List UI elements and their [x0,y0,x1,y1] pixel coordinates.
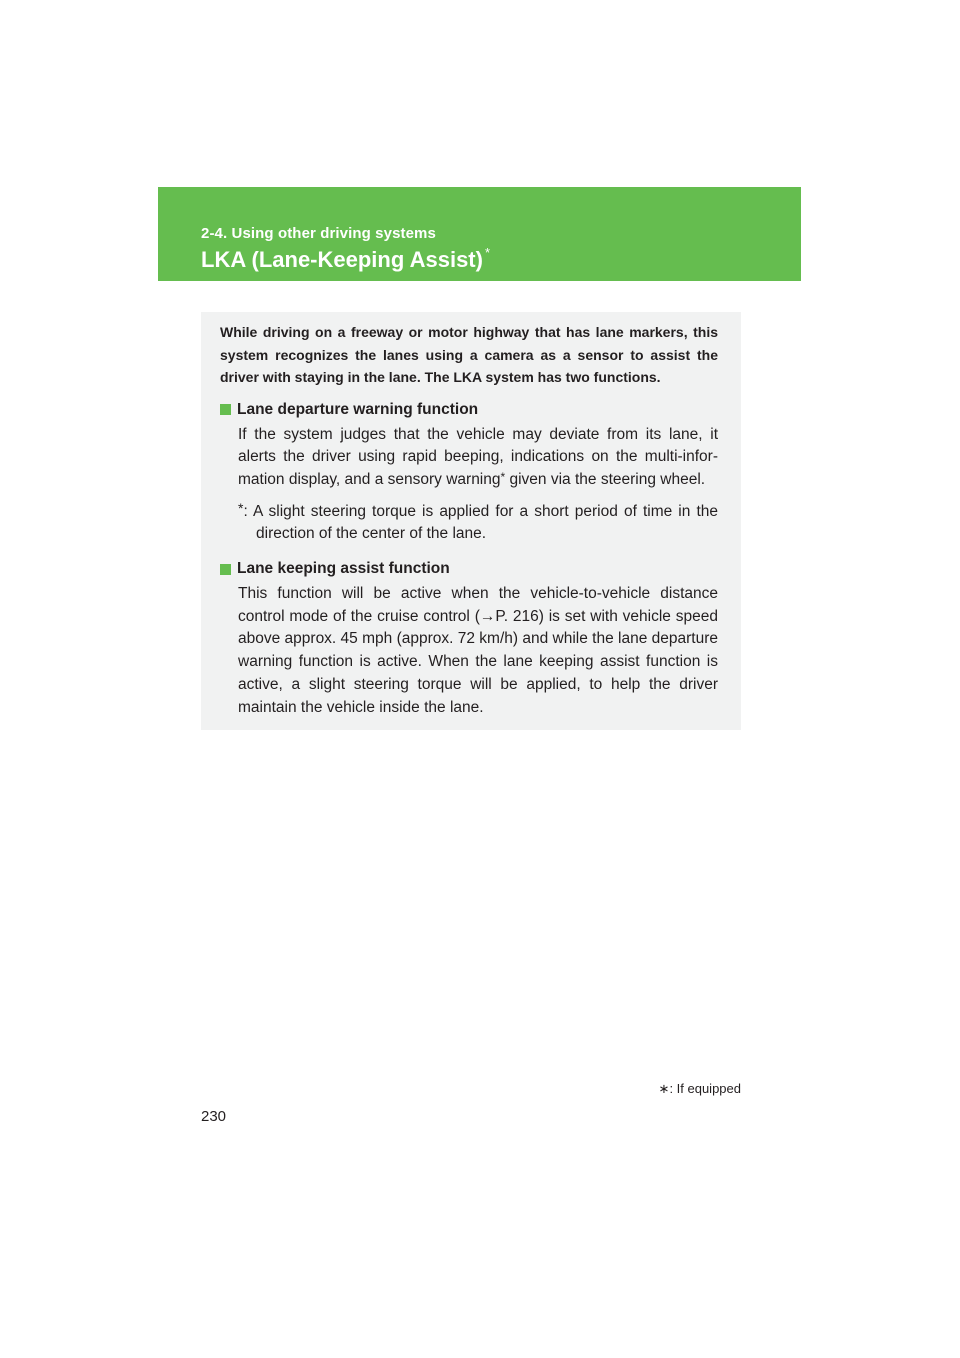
page-number: 230 [201,1108,227,1125]
note-asterisk: * [238,499,244,516]
intro-paragraph: While driving on a freeway or motor highway that has lane markers, this system recognizes the lanes using a camera as a sensor to assist the driver with staying in the lane. The LKA system has two functions. [220,324,718,385]
footnote-mark: ∗ [658,1081,670,1096]
green-square-bullet-icon [220,564,231,575]
lane-departure-description [238,424,718,492]
section-header-band [158,187,801,281]
if-equipped-footnote [659,1081,741,1097]
subheading-text: Lane keeping assist function [237,560,450,578]
subheading-lane-keeping [220,558,718,580]
note-text: : A slight steering torque is applied for a short period of time in the direction of the center of the lane. [243,502,718,543]
content-box [201,312,741,730]
green-square-bullet-icon [220,404,231,415]
subheading-text: Lane departure warning function [237,400,479,418]
steering-torque-note [238,500,718,546]
asterisk-mark: * [500,469,506,484]
description-text-end: given via the steering wheel. [505,470,706,488]
lane-keeping-description: This function will be active when the vehicle-to-vehicle distance control mode of the cruise control (→P. 216) is set with vehicle speed above approx. 45 mph (approx. 72 km/h) and while the lane departure warning function is active. When the lane keeping assist function is active, a slight steering torque will be applied, to help the driver maintain the vehicle inside the lane. [238,585,718,716]
subheading-lane-departure [220,399,718,421]
title-asterisk: * [484,245,491,260]
page-title [201,247,490,273]
section-label: 2-4. Using other driving systems [201,225,436,242]
footnote-text: : If equipped [669,1081,741,1096]
description-text: If the system judges that the vehicle may deviate from its lane, it alerts the driver using rapid beeping, indications on the multi-infor-mation display, and a sensory warning [238,425,718,488]
page-title-text: LKA (Lane-Keeping Assist) [201,247,483,272]
